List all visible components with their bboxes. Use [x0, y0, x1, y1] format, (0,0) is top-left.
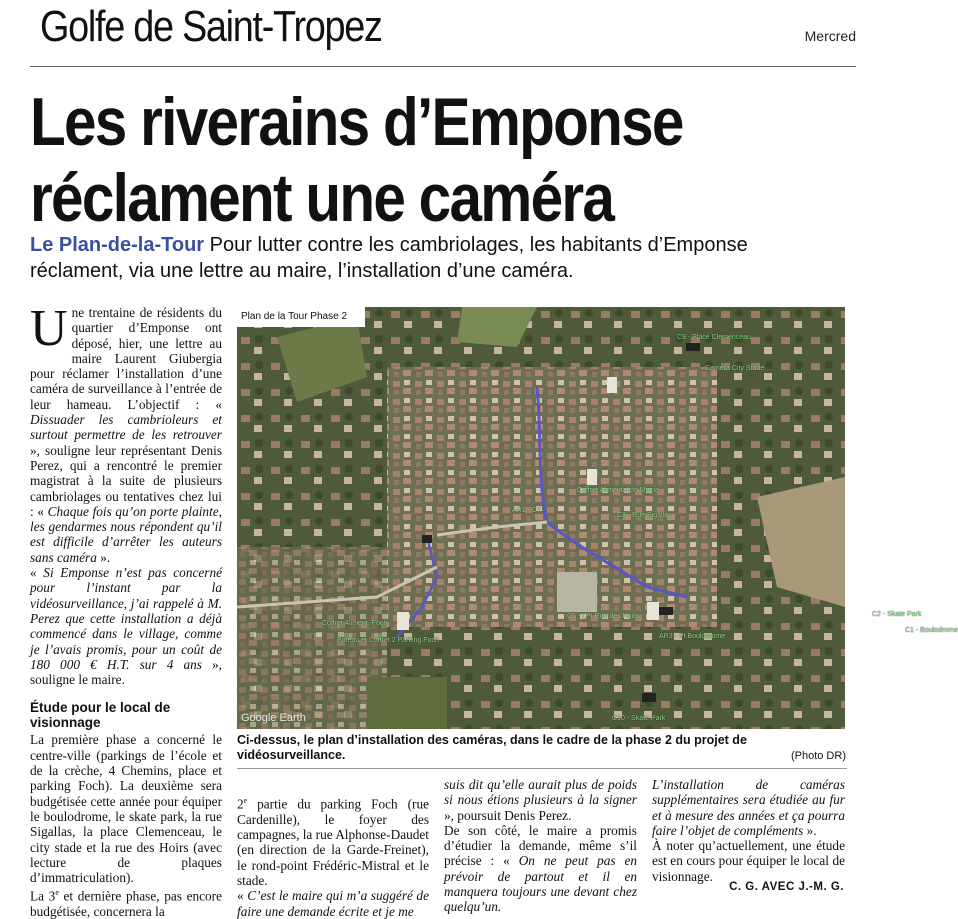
paragraph: 2e partie du parking Foch (rue Cardenille), le foyer des campagnes, la rue Alphonse-Daudet (en direction de la Garde-Freinet), le rond-point Frédéric-Mistral et le stade.: [237, 796, 429, 888]
map-label: C9 - Place Clemenceau: [677, 334, 751, 341]
photo-caption: Ci-dessus, le plan d’installation des caméras, dans le cadre de la phase 2 du projet de vidéosurveillance.: [237, 733, 747, 762]
paragraph: Une trentaine de résidents du quartier d’Emponse ont déposé, hier, une lettre au maire Laurent Giubergia pour réclamer l’installation d’une caméra de surveillance à l’entrée de leur hameau. L’objectif : « Dissuader les cambrioleurs et surtout permettre de les retrouver », souligne leur représentant Denis Perez, qui a rencontré le premier magistrat à la suite de plusieurs cambriolages ou tentatives chez lui : « Chaque fois qu’on porte plainte, les gendarmes nous répondent qu’il est difficile d’arrêter les auteurs sans caméra ».: [30, 300, 222, 565]
paragraph: De son côté, le maire a promis d’étudier la demande, même s’il précise : « On ne peut pas en prévoir de partout et il en manquera toujours une devant chez quelqu’un.: [444, 822, 637, 915]
map-label: Coffret Aliment. Foch: [322, 620, 388, 627]
article-column-1: [30, 300, 223, 919]
map-title: Plan de la Tour Phase 2: [241, 311, 348, 322]
map-label: AR3 - Pt Boulodrome: [659, 633, 726, 640]
map-label: Caméra City Stade: [705, 365, 765, 372]
map-label: AR1 - C7: [512, 507, 541, 514]
paragraph: « Si Emponse n’est pas concerné pour l’instant par la vidéosurveillance, j’ai rappelé à M. Perez que cette installation a déjà commencé dans le village, comme je l’avais promis, pour un coût de 180 000 € H.T. sur 4 ans », souligne le maire.: [30, 565, 222, 688]
map-label: C1 - Boulodrome: [905, 627, 958, 634]
paragraph: À noter qu’actuellement, une étude est en cours pour équiper le local de visionnage.: [652, 838, 845, 884]
byline: C. G. AVEC J.-M. G.: [729, 881, 844, 893]
issue-date: Mercred: [804, 28, 856, 44]
map-label: Poteau et Coffret 2 Parking Foch: [337, 637, 439, 644]
map-label: C5 - LPI Rue des Hoirs: [567, 613, 639, 620]
paragraph: suis dit qu’elle aurait plus de poids si nous étions plusieurs à la signer », poursuit Denis Perez.: [444, 777, 637, 823]
header-rule: [30, 66, 856, 67]
article-column-3: [444, 777, 637, 915]
article-column-4: [652, 777, 845, 884]
map-label: C2 - Skate Park: [872, 611, 922, 618]
paragraph: La 3e et dernière phase, pas encore budgétisée, concernera la: [30, 888, 223, 919]
standfirst-text: Pour lutter contre les cambriolages, les habitants d’Emponse réclament, via une lettre au maire, l’installation d’une caméra.: [30, 234, 748, 282]
photo-credit: (Photo DR): [790, 750, 846, 762]
paragraph: L’installation de caméras supplémentaires sera étudiée au fur et à mesure des années et ça pourra faire l’objet de compléments ».: [652, 777, 845, 838]
paragraph: « C’est le maire qui m’a suggéré de faire une demande écrite et je me: [237, 888, 429, 919]
headline-line-2: réclament une caméra: [30, 160, 614, 236]
map-label: Coffret Alimentation Mairie: [577, 487, 659, 494]
section-title: Golfe de Saint-Tropez: [40, 2, 382, 51]
drop-cap: U: [30, 300, 68, 357]
subheading: Étude pour le local de visionnage: [30, 700, 171, 731]
standfirst-place: Le Plan-de-la-Tour: [30, 234, 205, 256]
paragraph: La première phase a concerné le centre-ville (parkings de l’école et de la crèche, 4 Chemins, place et parking Foch). La deuxième sera budgétisée cette année pour équiper le boulodrome, le skate park, la rue Sigallas, la place Clemenceau, le city stade et la rue des Hoirs (avec lecture de plaques d’immatriculation).: [30, 732, 222, 886]
map-watermark: Google Earth: [241, 712, 306, 724]
map-label: C10 - Skate Park: [612, 715, 666, 722]
map-label: C3 - Rue Sigallas: [617, 512, 672, 519]
headline-line-1: Les riverains d’Emponse: [30, 84, 683, 160]
standfirst: [30, 232, 830, 284]
aerial-map-photo: [237, 307, 958, 729]
caption-rule: [237, 768, 847, 769]
article-column-2: [237, 793, 429, 919]
